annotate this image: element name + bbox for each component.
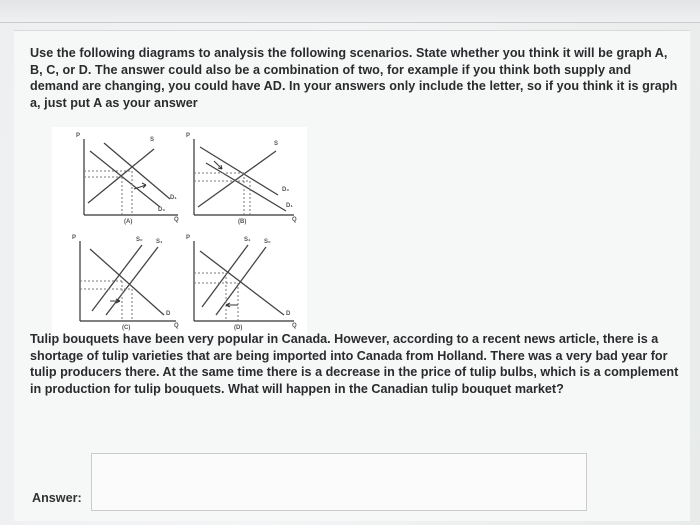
- graph-d-label-s0: S₀: [264, 239, 271, 245]
- graph-a-caption: (A): [124, 219, 133, 225]
- top-strip: [0, 0, 700, 23]
- graph-a-axis-p: P: [76, 133, 81, 139]
- diagram-panel: [52, 127, 307, 335]
- graph-d-label-d: D: [286, 311, 291, 317]
- graph-c-axis-q: Q: [174, 323, 179, 329]
- answer-input[interactable]: [92, 454, 586, 510]
- graph-c-label-s1: S₁: [156, 239, 163, 245]
- graph-b-caption: (B): [238, 219, 247, 225]
- graph-b-axis-q: Q: [292, 217, 297, 223]
- graph-b-label-d1: D₁: [286, 203, 293, 209]
- graph-b-label-s: S: [274, 141, 279, 147]
- graph-c-axis-p: P: [72, 235, 77, 241]
- graph-b-axis-p: P: [186, 133, 191, 139]
- scenario-text: Tulip bouquets have been very popular in Canada. However, according to a recent news article, there is a shortage of tulip varieties that are being imported into Canada from Holland. There was a very bad year for tulip producers there. At the same time there is a decrease in the price of tulip bulbs, which is a complement in production for tulip bouquets. What will happen in the Canadian tulip bouquet market?: [30, 332, 679, 396]
- question-page: [14, 30, 690, 521]
- graph-b: [186, 133, 300, 225]
- graph-a-label-d1: D₁: [170, 195, 177, 201]
- graph-d-caption: (D): [234, 325, 243, 331]
- graph-b-label-d0: D₀: [282, 187, 290, 193]
- graph-c-label-s0: S₀: [136, 237, 143, 243]
- graph-c: [70, 235, 182, 331]
- graph-a-axis-q: Q: [174, 217, 179, 223]
- question-instructions: Use the following diagrams to analysis the following scenarios. State whether you think it will be graph A, B, C, or D. The answer could also be a combination of two, for example if you think both supply and demand are changing, you could have AD. In your answers only include the letter, so if you think it is graph a, just put A as your answer: [30, 46, 678, 110]
- graph-c-caption: (C): [122, 325, 131, 331]
- answer-label: Answer:: [32, 491, 82, 505]
- graph-d-label-s1: S₁: [244, 237, 251, 243]
- graph-d: [186, 235, 300, 331]
- answer-input-box[interactable]: [91, 453, 587, 511]
- graph-a: [74, 133, 182, 225]
- graph-a-label-s: S: [150, 137, 155, 143]
- graph-d-axis-q: Q: [292, 323, 297, 329]
- graph-d-axis-p: P: [186, 235, 191, 241]
- graph-a-label-d0: D₀: [158, 207, 166, 213]
- graph-c-label-d: D: [166, 311, 171, 317]
